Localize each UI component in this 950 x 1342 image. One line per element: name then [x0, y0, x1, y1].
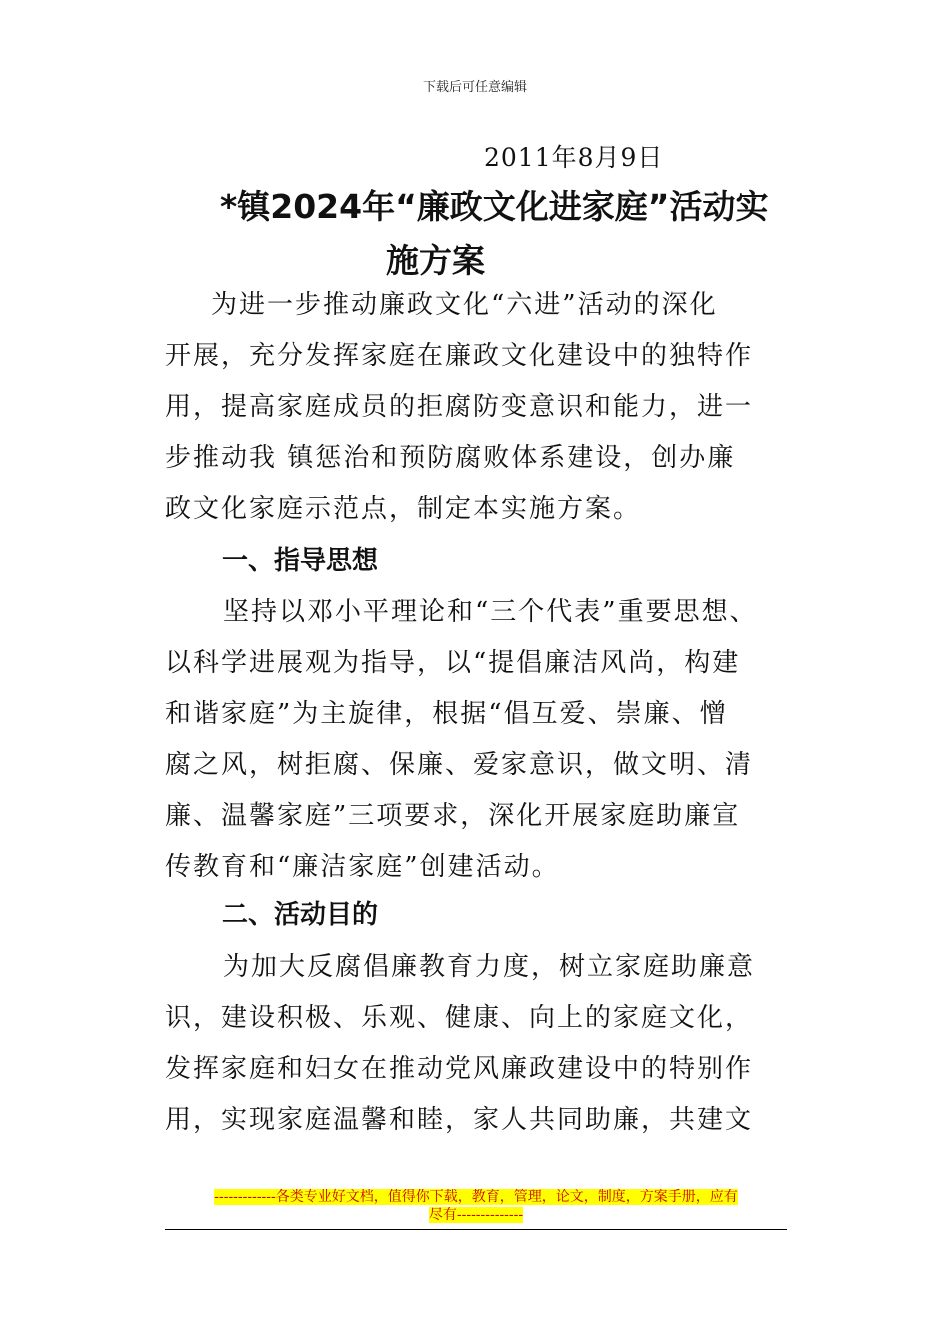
- paragraph-line: 腐之风，树拒腐、保廉、爱家意识，做文明、清: [165, 750, 754, 780]
- title-line-1: *镇2024年“廉政文化进家庭”活动实: [220, 187, 769, 226]
- document-date: 2011年8月9日: [484, 143, 664, 172]
- paragraph-line: 识，建设积极、乐观、健康、向上的家庭文化，: [165, 1003, 754, 1033]
- paragraph-line: 传教育和“廉洁家庭”创建活动。: [165, 852, 560, 882]
- guiding-ideology-paragraph: [165, 587, 790, 893]
- activity-purpose-paragraph: [165, 942, 790, 1146]
- footer-line-2: 尽有--------------: [428, 1207, 524, 1223]
- paragraph-line: 开展，充分发挥家庭在廉政文化建设中的独特作: [165, 341, 754, 371]
- page-header: 下载后可任意编辑: [422, 80, 527, 95]
- intro-paragraph: [165, 280, 790, 535]
- paragraph-line: 为进一步推动廉政文化“六进”活动的深化: [211, 290, 718, 320]
- footer-divider: [165, 1229, 787, 1230]
- paragraph-line: 发挥家庭和妇女在推动党风廉政建设中的特别作: [165, 1054, 754, 1084]
- document-title: [220, 180, 800, 288]
- page-footer: [165, 1188, 787, 1224]
- paragraph-line: 和谐家庭”为主旋律，根据“倡互爱、崇廉、憎: [165, 699, 728, 729]
- title-line-2: 施方案: [386, 241, 485, 280]
- paragraph-line: 用，提高家庭成员的拒腐防变意识和能力，进一: [165, 392, 754, 422]
- paragraph-line: 政文化家庭示范点，制定本实施方案。: [165, 494, 642, 524]
- paragraph-line: 步推动我 镇惩治和预防腐败体系建设，创办廉: [165, 443, 736, 473]
- paragraph-line: 坚持以邓小平理论和“三个代表”重要思想、: [223, 597, 758, 627]
- paragraph-line: 以科学进展观为指导，以“提倡廉洁风尚，构建: [165, 648, 741, 678]
- section-heading-guiding-ideology: 一、指导思想: [222, 546, 379, 576]
- paragraph-line: 用，实现家庭温馨和睦，家人共同助廉，共建文: [165, 1105, 754, 1135]
- paragraph-line: 为加大反腐倡廉教育力度，树立家庭助廉意: [223, 952, 756, 982]
- section-heading-activity-purpose: 二、活动目的: [222, 900, 379, 930]
- paragraph-line: 廉、温馨家庭”三项要求，深化开展家庭助廉宣: [165, 801, 741, 831]
- footer-line-1: -------------各类专业好文档，值得你下载，教育，管理，论文，制度，方案手册，应有: [214, 1189, 738, 1205]
